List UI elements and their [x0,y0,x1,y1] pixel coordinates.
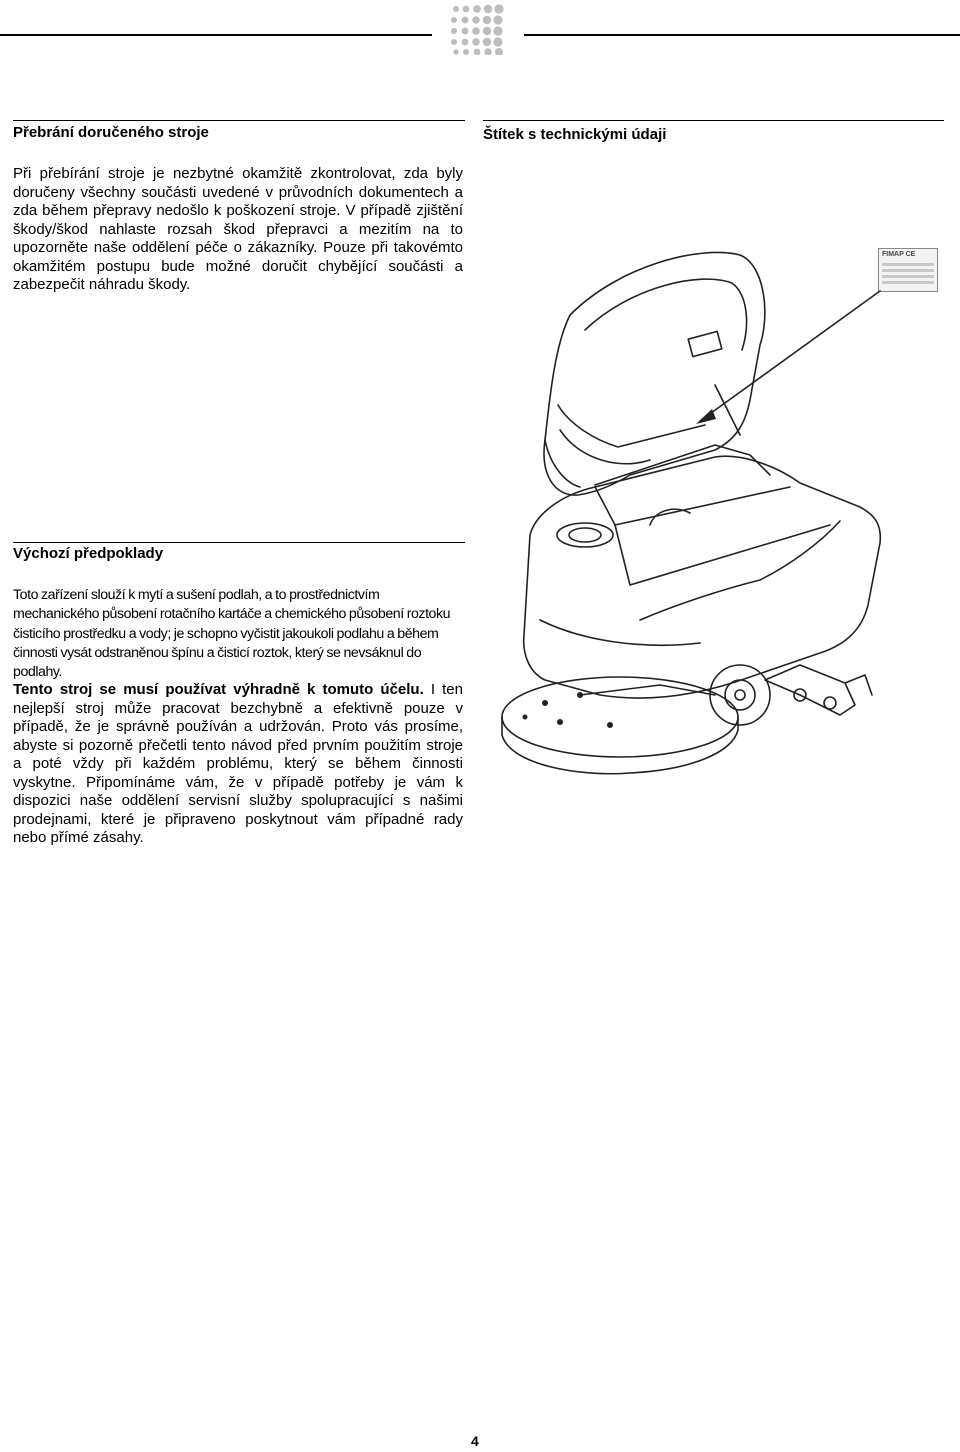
bold-usage-sentence: Tento stroj se musí používat výhradně k tomuto účelu. [13,681,424,698]
header-rule-left [0,34,432,36]
premises-rest-text: I ten nejlepší stroj může pracovat bezchybně a efektivně pouze v případě, že je správně používán a udržován. Proto vás prosíme, abyste si pozorně přečetli tento návod před prvním použitím stroje a poté vždy při každém problému, který se během činnosti vyskytne. Připomínáme vám, že v případě potřeby je vám k dispozici naše oddělení servisní služby spolupracující s našimi prodejnami, které je připraveno poskytnout vám případné rady nebo přímé zásahy. [13,681,463,846]
page-number: 4 [471,1433,479,1449]
section-title-premises: Výchozí předpoklady [13,545,164,562]
section-title-received: Přebrání doručeného stroje [13,124,209,141]
section-title-plate: Štítek s technickými údaji [483,126,667,143]
paragraph-premises-purpose: Toto zařízení slouží k mytí a sušení podlah, a to prostřednictvím mechanického působení rotačního kartáče a chemického působení roztoku čisticího prostředku a vody; je schopno vyčistit jakoukoli podlahu a během činnosti vysát odstraněnou špínu a čisticí roztok, který se nevsáknul do podlahy. [13,587,451,681]
paragraph-premises-usage [13,681,463,848]
section-rule-plate [483,120,944,121]
dot-grid-logo-icon [446,3,508,55]
plate-brand: FIMAP CE [882,251,916,258]
scrubber-machine-illustration [500,225,950,785]
paragraph-received: Při přebírání stroje je nezbytné okamžitě zkontrolovat, zda byly doručeny všechny součásti uvedené v průvodních dokumentech a zda během přepravy nedošlo k poškození stroje. V případě zjištění škody/škod nahlaste rozsah škod přepravci a mezitím na to upozorněte naše oddělení péče o zákazníky. Pouze při takovémto okamžitém postupu bude možné doručit chybějící součásti a zabezpečit náhradu škody. [13,165,463,293]
section-rule-premises [13,542,465,543]
section-rule-received [13,120,465,121]
header-rule-right [524,34,960,36]
